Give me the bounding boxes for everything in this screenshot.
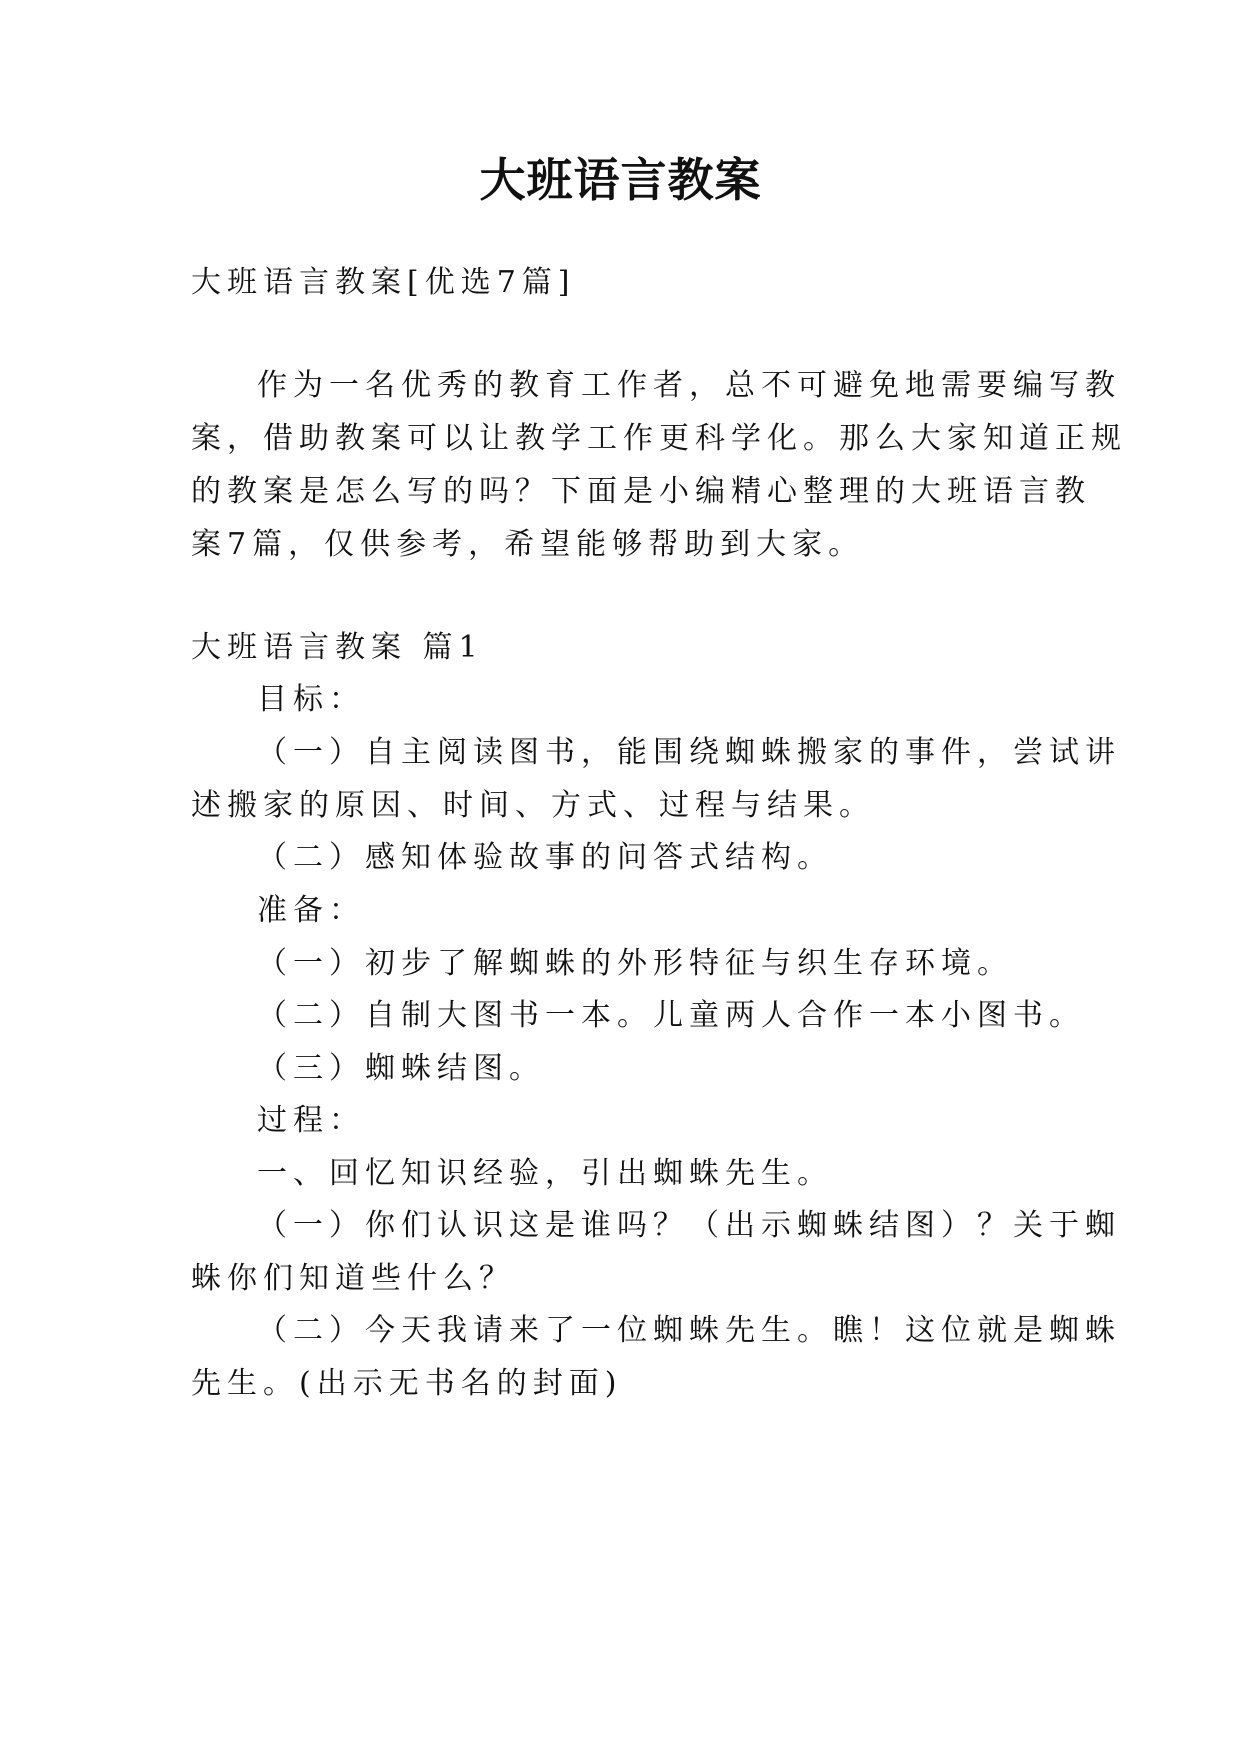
body-line-process-1-1a: （一）你们认识这是谁吗？（出示蜘蛛结图）？关于蜘 [257,1208,1121,1243]
body-line-prep-label: 准备： [257,893,365,928]
document-subtitle: 大班语言教案[优选7篇] [191,265,576,300]
body-line-process-1-1b: 蛛你们知道些什么？ [191,1261,515,1296]
intro-line-1: 作为一名优秀的教育工作者，总不可避免地需要编写教 [257,368,1121,403]
body-line-process-1-2b: 先生。(出示无书名的封面) [191,1366,623,1401]
body-line-goal-label: 目标： [257,682,365,717]
body-line-prep-2: （二）自制大图书一本。儿童两人合作一本小图书。 [257,998,1085,1033]
intro-line-3: 的教案是怎么写的吗？下面是小编精心整理的大班语言教 [191,474,1091,509]
body-line-goal-1a: （一）自主阅读图书，能围绕蜘蛛搬家的事件，尝试讲 [257,735,1121,770]
intro-line-2: 案，借助教案可以让教学工作更科学化。那么大家知道正规 [191,421,1127,456]
section-heading: 大班语言教案 篇1 [191,630,484,665]
intro-line-4: 案7篇，仅供参考，希望能够帮助到大家。 [191,527,865,562]
document-title: 大班语言教案 [479,153,762,207]
body-line-process-label: 过程： [257,1103,365,1138]
body-line-prep-3: （三）蜘蛛结图。 [257,1051,545,1086]
body-line-process-1-2a: （二）今天我请来了一位蜘蛛先生。瞧！这位就是蜘蛛 [257,1313,1121,1348]
body-line-goal-2: （二）感知体验故事的问答式结构。 [257,840,833,875]
body-line-goal-1b: 述搬家的原因、时间、方式、过程与结果。 [191,788,875,823]
body-line-prep-1: （一）初步了解蜘蛛的外形特征与织生存环境。 [257,946,1013,981]
body-line-process-1: 一、回忆知识经验，引出蜘蛛先生。 [257,1156,833,1191]
